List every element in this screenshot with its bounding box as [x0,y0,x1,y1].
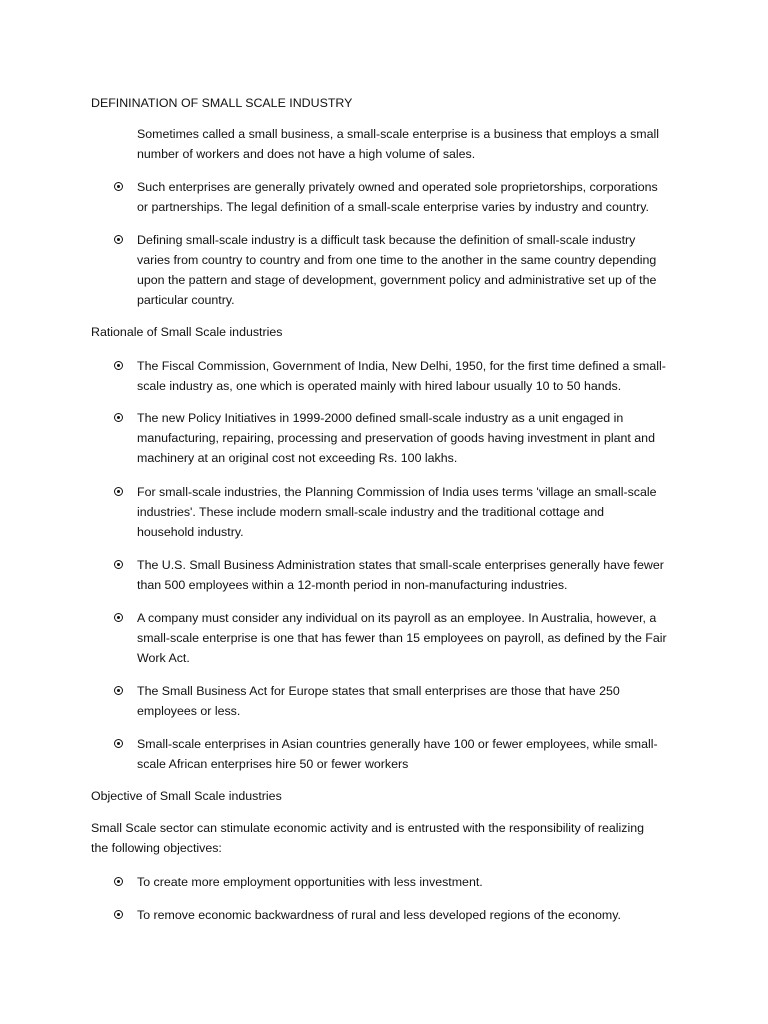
bullet-text-line: The new Policy Initiatives in 1999-2000 defined small-scale industry as a unit engaged in [137,411,624,425]
definition-intro-line: Sometimes called a small business, a small-scale enterprise is a business that employs a small [137,127,659,141]
bullet-icon [114,413,123,422]
bullet-text-line: machinery at an original cost not exceeding Rs. 100 lakhs. [137,451,458,465]
bullet-text-line: manufacturing, repairing, processing and preservation of goods having investment in plant and [137,431,655,445]
bullet-icon [114,235,123,244]
bullet-text-line: household industry. [137,525,244,539]
bullet-icon [114,910,123,919]
bullet-text-line: Such enterprises are generally privately owned and operated sole proprietorships, corporations [137,180,658,194]
objective-intro-line: Small Scale sector can stimulate economic activity and is entrusted with the responsibility of realizing [91,821,645,835]
bullet-text-line: than 500 employees within a 12-month period in non-manufacturing industries. [137,578,568,592]
bullet-text-line: A company must consider any individual on its payroll as an employee. In Australia, however, a [137,611,657,625]
bullet-text-line: varies from country to country and from one time to the another in the same country depending [137,253,657,267]
bullet-text-line: The Small Business Act for Europe states that small enterprises are those that have 250 [137,684,620,698]
bullet-icon [114,686,123,695]
bullet-text-line: To create more employment opportunities with less investment. [137,875,483,889]
bullet-icon [114,739,123,748]
document-title: DEFININATION OF SMALL SCALE INDUSTRY [91,96,353,110]
bullet-icon [114,877,123,886]
bullet-text-line: scale African enterprises hire 50 or fewer workers [137,757,409,771]
bullet-icon [114,560,123,569]
bullet-icon [114,613,123,622]
bullet-text-line: scale industry as, one which is operated mainly with hired labour usually 10 to 50 hands. [137,379,622,393]
bullet-icon [114,487,123,496]
bullet-text-line: For small-scale industries, the Planning Commission of India uses terms 'village an small-scale [137,485,657,499]
bullet-text-line: small-scale enterprise is one that has fewer than 15 employees on payroll, as defined by the Fair [137,631,667,645]
bullet-icon [114,182,123,191]
bullet-text-line: or partnerships. The legal definition of a small-scale enterprise varies by industry and country. [137,200,649,214]
bullet-text-line: The Fiscal Commission, Government of India, New Delhi, 1950, for the first time defined a small- [137,359,666,373]
rationale-heading: Rationale of Small Scale industries [91,325,283,339]
bullet-text-line: Work Act. [137,651,190,665]
bullet-text-line: particular country. [137,293,235,307]
bullet-text-line: upon the pattern and stage of development, government policy and administrative set up of the [137,273,657,287]
objective-heading: Objective of Small Scale industries [91,789,282,803]
objective-intro-line: the following objectives: [91,841,222,855]
bullet-text-line: Small-scale enterprises in Asian countries generally have 100 or fewer employees, while small- [137,737,658,751]
bullet-text-line: To remove economic backwardness of rural and less developed regions of the economy. [137,908,621,922]
bullet-text-line: industries'. These include modern small-scale industry and the traditional cottage and [137,505,605,519]
bullet-text-line: The U.S. Small Business Administration states that small-scale enterprises generally have fewer [137,558,664,572]
bullet-icon [114,361,123,370]
bullet-text-line: Defining small-scale industry is a difficult task because the definition of small-scale industry [137,233,636,247]
bullet-text-line: employees or less. [137,704,241,718]
definition-intro-line: number of workers and does not have a high volume of sales. [137,147,476,161]
